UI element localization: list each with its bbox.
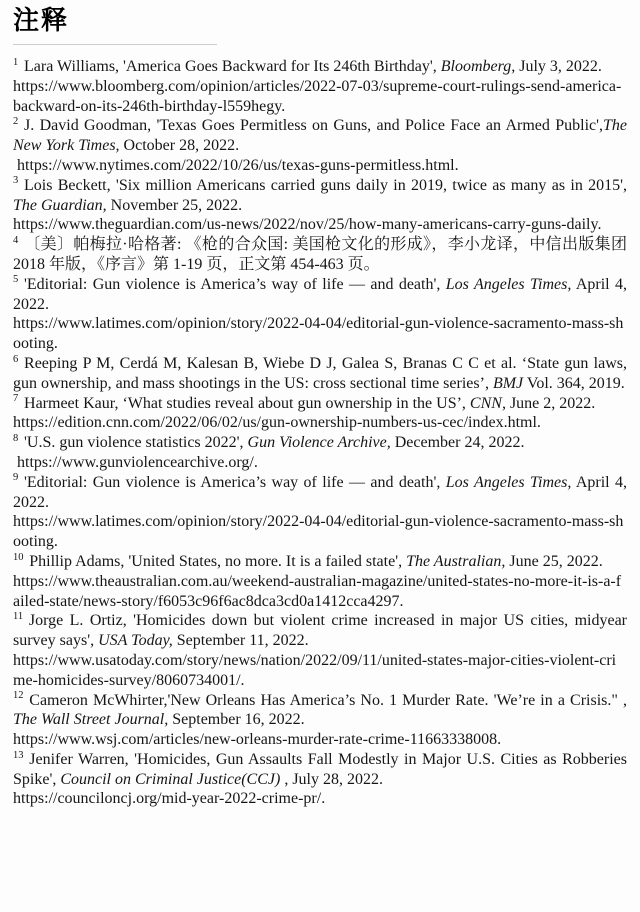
citation-text: 'Editorial: Gun violence is America’s way of life — and death', (24, 275, 446, 293)
source-name: Los Angeles Times, (445, 473, 572, 491)
citation-url: https://www.usatoday.com/story/news/nation/2022/09/11/united-states-major-cities-violent-crime-homicides-survey/8060734001/. (13, 651, 617, 689)
citation-text: April 4, 2022. (13, 275, 627, 313)
footnote-number: 13 (13, 749, 24, 761)
footnote-item (13, 611, 627, 690)
source-name: Council on Criminal Justice(CCJ) (60, 770, 281, 788)
citation-url: https://www.bloomberg.com/opinion/articles/2022-07-03/supreme-court-rulings-send-america-backward-on-its-246th-birthday-l559hegy. (13, 77, 622, 115)
citation-text: 'U.S. gun violence statistics 2022', (24, 434, 248, 452)
footnote-item (13, 176, 627, 235)
footnote-item (13, 354, 627, 394)
citation-text: 'Editorial: Gun violence is America’s way of life — and death', (24, 473, 446, 491)
citation-text: Harmeet Kaur, ‘What studies reveal about gun ownership in the US’, (24, 394, 470, 412)
footnote-item (13, 473, 627, 552)
footnote-number: 3 (13, 175, 19, 187)
citation-text: September 16, 2022. (168, 711, 305, 729)
citation-url: https://www.gunviolencearchive.org/. (13, 453, 258, 471)
footnote-item (13, 57, 627, 116)
footnotes-list (13, 57, 627, 809)
footnote-number: 10 (13, 551, 24, 563)
source-name: The Guardian, (13, 196, 107, 214)
footnote-item (13, 552, 627, 611)
citation-url: https://www.wsj.com/articles/new-orleans-murder-rate-crime-11663338008. (13, 731, 502, 749)
citation-url: https://www.theguardian.com/us-news/2022/nov/25/how-many-americans-carry-guns-daily. (13, 216, 602, 234)
footnote-item (13, 750, 627, 809)
footnote-item (13, 433, 627, 473)
citation-text: Reeping P M, Cerdá M, Kalesan B, Wiebe D J, Galea S, Branas C C et al. ‘State gun laws, gun ownership, and mass shootings in the US: cross sectional time series’, (13, 354, 627, 392)
footnote-number: 5 (13, 274, 19, 286)
citation-text: July 3, 2022. (515, 58, 602, 75)
citation-text: April 4, 2022. (13, 473, 627, 511)
footnote-item (13, 394, 627, 434)
footnote-number: 11 (13, 610, 24, 622)
citation-text: June 2, 2022. (505, 394, 596, 412)
citation-text: Phillip Adams, 'United States, no more. It is a failed state', (29, 552, 407, 570)
citation-url: https://www.latimes.com/opinion/story/2022-04-04/editorial-gun-violence-sacramento-mass-shooting. (13, 513, 624, 551)
citation-text: Jorge L. Ortiz, 'Homicides down but violent crime increased in major US cities, midyear survey says', (13, 612, 627, 650)
source-name: Los Angeles Times, (445, 275, 572, 293)
citation-text: , July 28, 2022. (280, 770, 383, 788)
source-name: BMJ (492, 374, 524, 392)
source-name: The Wall Street Journal, (13, 711, 169, 729)
citation-text: June 25, 2022. (505, 552, 603, 570)
citation-text: October 28, 2022. (119, 137, 240, 155)
citation-text: Lara Williams, 'America Goes Backward for Its 246th Birthday', (24, 58, 441, 75)
citation-url: https://edition.cnn.com/2022/06/02/us/gun-ownership-numbers-us-cec/index.html. (13, 414, 541, 432)
footnote-number: 7 (13, 393, 19, 405)
source-name: Bloomberg, (440, 58, 516, 75)
citation-text: November 25, 2022. (106, 196, 243, 214)
citation-text: Jenifer Warren, 'Homicides, Gun Assaults Fall Modestly in Major U.S. Cities as Robberies Spike', (13, 750, 627, 788)
source-name: Gun Violence Archive, (247, 434, 391, 452)
citation-text: 〔美〕帕梅拉·哈格著: 《枪的合众国: 美国枪文化的形成》，李小龙译，中信出版集团 2018 年版，《序言》第 1-19 页，正文第 454-463 页。 (13, 236, 627, 273)
footnote-number: 1 (13, 56, 19, 68)
source-name: USA Today, (98, 632, 173, 650)
footnote-number: 12 (13, 690, 24, 702)
footnote-number: 9 (13, 472, 19, 484)
citation-text: J. David Goodman, 'Texas Goes Permitless on Guns, and Police Face an Armed Public', (24, 117, 603, 135)
footnote-number: 6 (13, 353, 19, 365)
source-name: The Australian, (406, 552, 506, 570)
source-name: The New York Times, (13, 117, 627, 155)
citation-url: https://www.latimes.com/opinion/story/2022-04-04/editorial-gun-violence-sacramento-mass-shooting. (13, 315, 624, 353)
page-title: 注释 (13, 5, 70, 35)
citation-text: Cameron McWhirter,'New Orleans Has America’s No. 1 Murder Rate. 'We’re in a Crisis." , (29, 691, 627, 709)
citation-text: September 11, 2022. (172, 632, 309, 650)
footnote-number: 4 (13, 234, 19, 246)
footnote-number: 8 (13, 432, 19, 444)
citation-text: December 24, 2022. (390, 434, 525, 452)
citation-text: Lois Beckett, 'Six million Americans carried guns daily in 2019, twice as many as in 2015', (24, 176, 627, 194)
citation-url: https://www.theaustralian.com.au/weekend-australian-magazine/united-states-no-more-it-is-a-failed-state/news-story/f6053c96f6ac8dca3cd0a1412cca4297. (13, 572, 622, 610)
citation-text: Vol. 364, 2019. (523, 374, 625, 392)
footnote-item (13, 691, 627, 750)
title-divider (13, 44, 217, 45)
citation-url: https://counciloncj.org/mid-year-2022-crime-pr/. (13, 790, 326, 808)
source-name: CNN, (469, 394, 506, 412)
footnote-item (13, 116, 627, 175)
footnote-item (13, 275, 627, 354)
footnote-item (13, 235, 627, 275)
footnote-number: 2 (13, 116, 19, 128)
citation-url: https://www.nytimes.com/2022/10/26/us/texas-guns-permitless.html. (13, 156, 459, 174)
